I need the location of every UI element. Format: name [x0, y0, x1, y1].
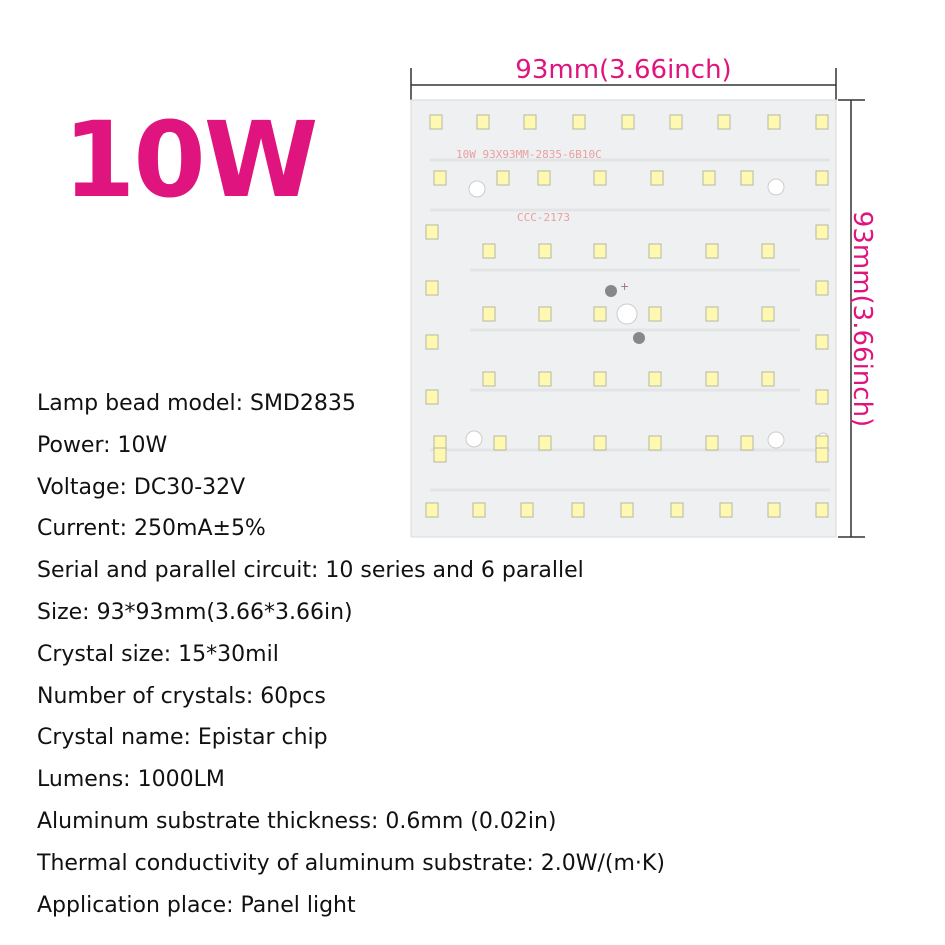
led-chip: [649, 307, 661, 321]
led-chip: [816, 281, 828, 295]
led-chip: [426, 335, 438, 349]
led-chip: [651, 171, 663, 185]
board-plus-mark: +: [620, 280, 630, 293]
spec-list: [37, 386, 937, 929]
spec-line: Number of crystals: 60pcs: [37, 683, 326, 709]
led-chip: [594, 307, 606, 321]
led-chip: [706, 244, 718, 258]
led-chip: [594, 372, 606, 386]
led-chip: [434, 171, 446, 185]
width-dimension-label: 93mm(3.66inch): [515, 55, 732, 85]
led-chip: [718, 115, 730, 129]
led-chip: [573, 115, 585, 129]
led-chip: [539, 372, 551, 386]
led-chip: [703, 171, 715, 185]
led-chip: [430, 115, 442, 129]
positive-pad: [605, 285, 617, 297]
led-chip: [706, 372, 718, 386]
led-chip: [816, 335, 828, 349]
spec-line: Current: 250mA±5%: [37, 516, 266, 542]
spec-line: Crystal size: 15*30mil: [37, 641, 279, 667]
led-chip: [762, 244, 774, 258]
spec-line: Thermal conductivity of aluminum substrate: 2.0W/(m·K): [37, 850, 665, 876]
led-chip: [483, 244, 495, 258]
led-chip: [539, 244, 551, 258]
wattage-title: 10W: [63, 99, 317, 221]
height-dimension-label: 93mm(3.66inch): [847, 210, 877, 428]
led-chip: [622, 115, 634, 129]
spec-line: Power: 10W: [37, 432, 168, 458]
led-chip: [762, 307, 774, 321]
spec-line: Crystal name: Epistar chip: [37, 725, 328, 751]
led-chip: [594, 171, 606, 185]
spec-line: Serial and parallel circuit: 10 series and 6 parallel: [37, 558, 584, 584]
board-print-code: CCC-2173: [517, 211, 570, 224]
spec-line: Voltage: DC30-32V: [37, 474, 246, 500]
led-chip: [670, 115, 682, 129]
led-chip: [594, 244, 606, 258]
led-chip: [426, 281, 438, 295]
spec-line: Aluminum substrate thickness: 0.6mm (0.02in): [37, 808, 557, 834]
led-chip: [538, 171, 550, 185]
spec-line: Lumens: 1000LM: [37, 767, 225, 793]
led-chip: [426, 225, 438, 239]
led-chip: [706, 307, 718, 321]
spec-line: Size: 93*93mm(3.66*3.66in): [37, 599, 353, 625]
board-print-model: 10W 93X93MM-2835-6B10C: [456, 148, 602, 161]
spec-line: Lamp bead model: SMD2835: [37, 391, 356, 416]
led-chip: [741, 171, 753, 185]
led-chip: [483, 372, 495, 386]
negative-pad: [633, 332, 645, 344]
led-chip: [649, 372, 661, 386]
led-chip: [497, 171, 509, 185]
led-chip: [483, 307, 495, 321]
led-chip: [524, 115, 536, 129]
led-chip: [762, 372, 774, 386]
spec-line: Application place: Panel light: [37, 892, 356, 918]
led-chip: [649, 244, 661, 258]
led-chip: [816, 115, 828, 129]
led-chip: [768, 115, 780, 129]
led-chip: [816, 171, 828, 185]
led-chip: [477, 115, 489, 129]
led-chip: [816, 225, 828, 239]
led-chip: [539, 307, 551, 321]
